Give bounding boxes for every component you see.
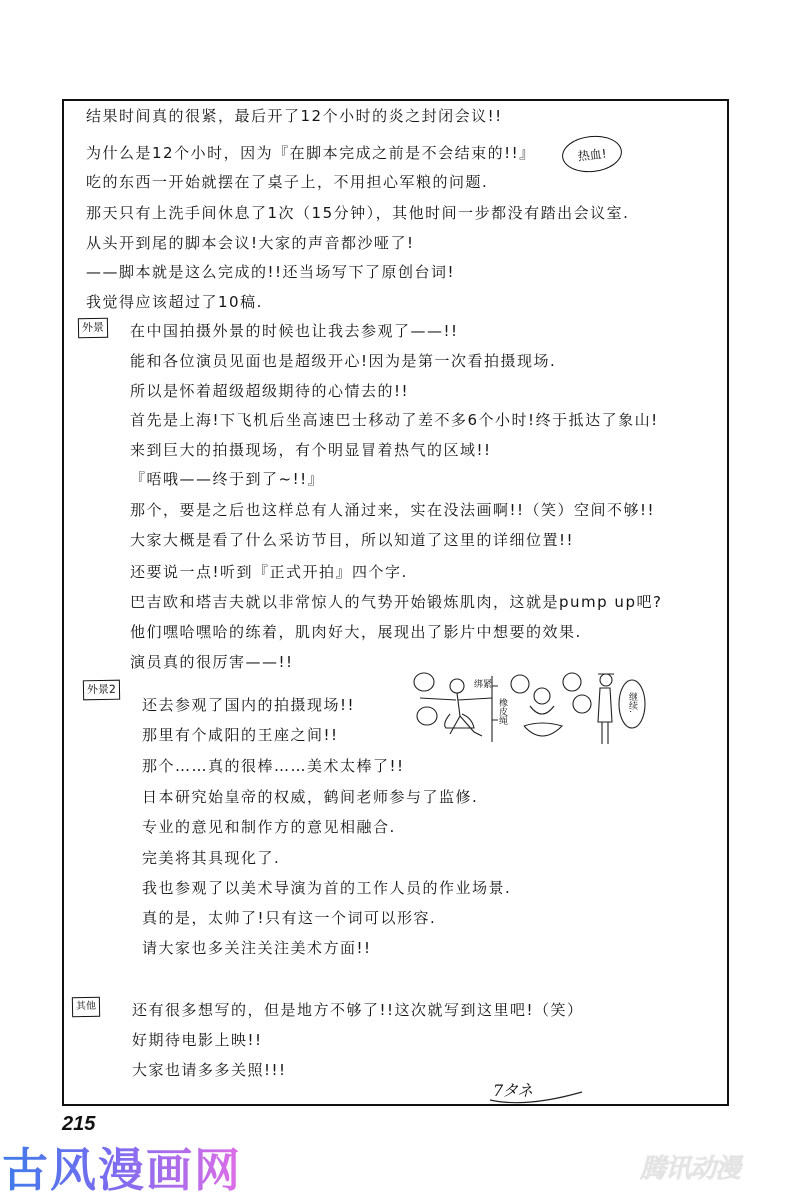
intro-line-7: 我觉得应该超过了10稿. [86, 293, 263, 311]
sketch-speech-continue: 继续. [627, 692, 637, 713]
outdoor-line-9: 还要说一点!听到『正式开拍』四个字. [130, 563, 408, 581]
outdoor2-line-9: 请大家也多关注关注美术方面!! [142, 939, 372, 957]
outdoor-line-8: 大家大概是看了什么采访节目，所以知道了这里的详细位置!! [130, 531, 575, 549]
outdoor2-line-4: 日本研究始皇帝的权威，鹤间老师参与了监修. [142, 788, 479, 806]
watermark-right: 腾讯动漫 [640, 1154, 741, 1184]
outdoor-line-6: 『唔哦——终于到了~!!』 [130, 470, 325, 488]
other-line-3: 大家也请多多关照!!! [132, 1061, 287, 1079]
outdoor-line-1: 在中国拍摄外景的时候也让我去参观了——!! [130, 322, 459, 340]
outdoor2-line-1: 还去参观了国内的拍摄现场!! [142, 696, 356, 714]
author-signature: 7タネ [493, 1081, 533, 1100]
outdoor-line-4: 首先是上海!下飞机后坐高速巴士移动了差不多6个小时!终于抵达了象山! [130, 411, 659, 429]
sketch-illustration [412, 664, 652, 754]
intro-line-1: 结果时间真的很紧，最后开了12个小时的炎之封闭会议!! [86, 107, 503, 125]
outdoor2-line-6: 完美将其具现化了. [142, 849, 281, 867]
outdoor-line-10: 巴吉欧和塔吉夫就以非常惊人的气势开始锻炼肌肉，这就是pump up吧? [130, 593, 663, 611]
sketch-label-tie: 绑紧 [474, 680, 493, 690]
outdoor-line-3: 所以是怀着超级超级期待的心情去的!! [130, 382, 410, 400]
other-line-1: 还有很多想写的，但是地方不够了!!这次就写到这里吧!（笑） [132, 1001, 584, 1019]
outdoor-line-7: 那个，要是之后也这样总有人涌过来，实在没法画啊!!（笑）空间不够!! [130, 501, 656, 519]
intro-line-3: 吃的东西一开始就摆在了桌子上，不用担心军粮的问题. [86, 173, 489, 191]
other-line-2: 好期待电影上映!! [132, 1031, 263, 1049]
section-tag-other: 其他 [72, 997, 100, 1017]
sketch-figures-icon [412, 664, 652, 754]
outdoor2-line-5: 专业的意见和制作方的意见相融合. [142, 818, 396, 836]
watermark-left: 古风漫画网 [2, 1143, 242, 1197]
outdoor2-line-7: 我也参观了以美术导演为首的工作人员的作业场景. [142, 879, 512, 897]
outdoor2-line-8: 真的是，太帅了!只有这一个词可以形容. [142, 909, 437, 927]
intro-line-4: 那天只有上洗手间休息了1次（15分钟），其他时间一步都没有踏出会议室. [86, 204, 630, 222]
intro-line-2: 为什么是12个小时，因为『在脚本完成之前是不会结束的!!』 [86, 144, 536, 162]
section-tag-outdoor-2: 外景2 [83, 680, 120, 701]
signature-underline-icon [486, 1086, 586, 1108]
outdoor-line-2: 能和各位演员见面也是超级开心!因为是第一次看拍摄现场. [130, 352, 557, 370]
page-number: 215 [62, 1113, 96, 1135]
sketch-label-rubber-rope: 橡皮绳 [497, 698, 507, 725]
outdoor-line-12: 演员真的很厉害——!! [130, 653, 294, 671]
outdoor2-line-3: 那个……真的很棒……美术太棒了!! [142, 757, 405, 775]
speech-bubble-passion: 热血! [560, 133, 623, 175]
outdoor2-line-2: 那里有个咸阳的王座之间!! [142, 726, 339, 744]
intro-line-6: ——脚本就是这么完成的!!还当场写下了原创台词! [86, 263, 456, 281]
outdoor-line-5: 来到巨大的拍摄现场，有个明显冒着热气的区域!! [130, 441, 492, 459]
section-tag-outdoor: 外景 [78, 318, 108, 339]
outdoor-line-11: 他们嘿哈嘿哈的练着，肌肉好大，展现出了影片中想要的效果. [130, 623, 582, 641]
intro-line-5: 从头开到尾的脚本会议!大家的声音都沙哑了! [86, 234, 415, 252]
